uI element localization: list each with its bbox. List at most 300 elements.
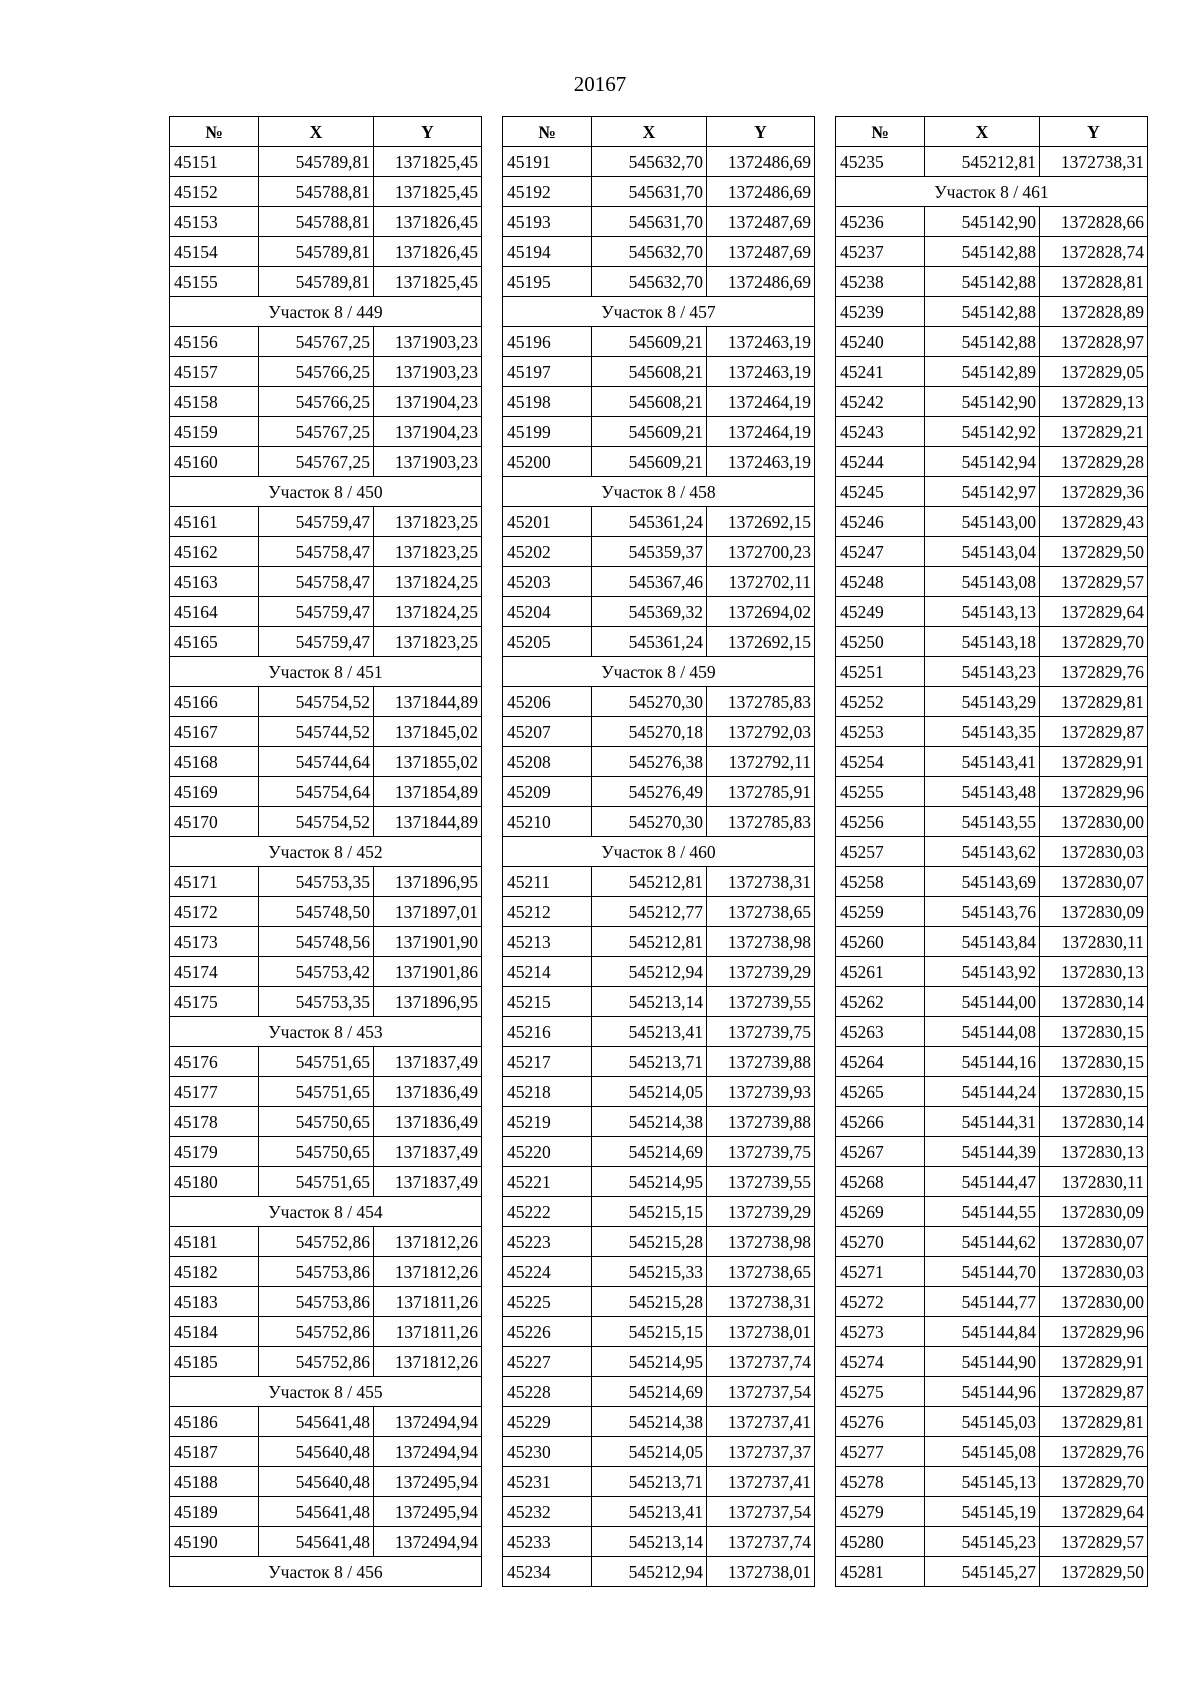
section-label: Участок 8 / 457	[503, 297, 815, 327]
point-number-cell: 45277	[836, 1437, 925, 1467]
point-number-cell: 45243	[836, 417, 925, 447]
x-coordinate-cell: 545750,65	[259, 1107, 374, 1137]
y-coordinate-cell: 1372738,01	[707, 1317, 815, 1347]
table-row	[503, 207, 815, 237]
x-coordinate-cell: 545270,18	[592, 717, 707, 747]
table-row	[503, 897, 815, 927]
x-coordinate-cell: 545213,14	[592, 987, 707, 1017]
y-coordinate-cell: 1372692,15	[707, 627, 815, 657]
table-row	[170, 867, 482, 897]
y-coordinate-cell: 1371844,89	[374, 807, 482, 837]
table-row	[170, 987, 482, 1017]
table-row	[503, 1017, 815, 1047]
y-coordinate-cell: 1371826,45	[374, 207, 482, 237]
point-number-cell: 45252	[836, 687, 925, 717]
table-row	[836, 1227, 1148, 1257]
x-coordinate-cell: 545214,95	[592, 1347, 707, 1377]
table-row	[836, 1377, 1148, 1407]
point-number-cell: 45204	[503, 597, 592, 627]
x-coordinate-cell: 545143,48	[925, 777, 1040, 807]
point-number-cell: 45202	[503, 537, 592, 567]
table-row	[503, 177, 815, 207]
point-number-cell: 45168	[170, 747, 259, 777]
point-number-cell: 45253	[836, 717, 925, 747]
y-coordinate-cell: 1371837,49	[374, 1137, 482, 1167]
y-coordinate-cell: 1371903,23	[374, 447, 482, 477]
y-coordinate-cell: 1372829,87	[1040, 1377, 1148, 1407]
point-number-cell: 45180	[170, 1167, 259, 1197]
x-coordinate-cell: 545632,70	[592, 237, 707, 267]
point-number-cell: 45259	[836, 897, 925, 927]
table-row	[503, 387, 815, 417]
point-number-cell: 45194	[503, 237, 592, 267]
x-coordinate-cell: 545270,30	[592, 807, 707, 837]
table-row	[836, 1317, 1148, 1347]
x-coordinate-cell: 545788,81	[259, 177, 374, 207]
point-number-cell: 45280	[836, 1527, 925, 1557]
x-coordinate-cell: 545142,97	[925, 477, 1040, 507]
point-number-cell: 45225	[503, 1287, 592, 1317]
section-label: Участок 8 / 450	[170, 477, 482, 507]
table-row	[836, 987, 1148, 1017]
x-coordinate-cell: 545145,03	[925, 1407, 1040, 1437]
table-row	[836, 717, 1148, 747]
x-coordinate-cell: 545145,19	[925, 1497, 1040, 1527]
y-coordinate-cell: 1372739,29	[707, 957, 815, 987]
x-coordinate-cell: 545608,21	[592, 357, 707, 387]
point-number-cell: 45234	[503, 1557, 592, 1587]
table-row	[836, 207, 1148, 237]
table-row	[836, 357, 1148, 387]
point-number-cell: 45244	[836, 447, 925, 477]
point-number-cell: 45255	[836, 777, 925, 807]
y-coordinate-cell: 1372702,11	[707, 567, 815, 597]
point-number-cell: 45213	[503, 927, 592, 957]
table-row	[836, 1257, 1148, 1287]
x-coordinate-cell: 545632,70	[592, 267, 707, 297]
x-coordinate-cell: 545142,90	[925, 207, 1040, 237]
point-number-cell: 45160	[170, 447, 259, 477]
table-row	[836, 657, 1148, 687]
point-number-cell: 45164	[170, 597, 259, 627]
y-coordinate-cell: 1372830,00	[1040, 1287, 1148, 1317]
y-coordinate-cell: 1371837,49	[374, 1167, 482, 1197]
header-y: Y	[374, 117, 482, 147]
x-coordinate-cell: 545212,81	[925, 147, 1040, 177]
section-label: Участок 8 / 456	[170, 1557, 482, 1587]
y-coordinate-cell: 1372830,15	[1040, 1047, 1148, 1077]
y-coordinate-cell: 1371812,26	[374, 1227, 482, 1257]
point-number-cell: 45239	[836, 297, 925, 327]
table-row	[836, 927, 1148, 957]
y-coordinate-cell: 1371812,26	[374, 1347, 482, 1377]
table-row	[503, 357, 815, 387]
table-row	[836, 807, 1148, 837]
table-row	[836, 297, 1148, 327]
y-coordinate-cell: 1372694,02	[707, 597, 815, 627]
table-row	[503, 1287, 815, 1317]
x-coordinate-cell: 545214,95	[592, 1167, 707, 1197]
table-row	[503, 267, 815, 297]
table-row	[503, 1347, 815, 1377]
y-coordinate-cell: 1372738,98	[707, 1227, 815, 1257]
table-row	[170, 177, 482, 207]
y-coordinate-cell: 1372463,19	[707, 447, 815, 477]
table-row	[170, 207, 482, 237]
x-coordinate-cell: 545143,55	[925, 807, 1040, 837]
point-number-cell: 45211	[503, 867, 592, 897]
y-coordinate-cell: 1372792,11	[707, 747, 815, 777]
x-coordinate-cell: 545212,94	[592, 1557, 707, 1587]
y-coordinate-cell: 1372494,94	[374, 1437, 482, 1467]
coordinates-table-1	[169, 116, 482, 1587]
y-coordinate-cell: 1372785,91	[707, 777, 815, 807]
x-coordinate-cell: 545632,70	[592, 147, 707, 177]
x-coordinate-cell: 545609,21	[592, 447, 707, 477]
section-row	[170, 477, 482, 507]
point-number-cell: 45199	[503, 417, 592, 447]
table-row	[836, 597, 1148, 627]
point-number-cell: 45271	[836, 1257, 925, 1287]
y-coordinate-cell: 1372739,88	[707, 1107, 815, 1137]
table-row	[170, 927, 482, 957]
point-number-cell: 45206	[503, 687, 592, 717]
section-label: Участок 8 / 459	[503, 657, 815, 687]
y-coordinate-cell: 1372737,41	[707, 1407, 815, 1437]
y-coordinate-cell: 1371837,49	[374, 1047, 482, 1077]
point-number-cell: 45151	[170, 147, 259, 177]
y-coordinate-cell: 1371897,01	[374, 897, 482, 927]
x-coordinate-cell: 545748,56	[259, 927, 374, 957]
point-number-cell: 45237	[836, 237, 925, 267]
x-coordinate-cell: 545144,47	[925, 1167, 1040, 1197]
point-number-cell: 45256	[836, 807, 925, 837]
y-coordinate-cell: 1372487,69	[707, 237, 815, 267]
x-coordinate-cell: 545744,64	[259, 747, 374, 777]
table-row	[836, 1077, 1148, 1107]
x-coordinate-cell: 545640,48	[259, 1437, 374, 1467]
y-coordinate-cell: 1372829,87	[1040, 717, 1148, 747]
x-coordinate-cell: 545212,94	[592, 957, 707, 987]
y-coordinate-cell: 1372738,31	[707, 1287, 815, 1317]
y-coordinate-cell: 1372830,15	[1040, 1077, 1148, 1107]
point-number-cell: 45184	[170, 1317, 259, 1347]
x-coordinate-cell: 545144,90	[925, 1347, 1040, 1377]
x-coordinate-cell: 545144,31	[925, 1107, 1040, 1137]
section-row	[170, 1377, 482, 1407]
section-row	[170, 1017, 482, 1047]
y-coordinate-cell: 1372829,13	[1040, 387, 1148, 417]
y-coordinate-cell: 1372830,09	[1040, 897, 1148, 927]
x-coordinate-cell: 545754,52	[259, 687, 374, 717]
x-coordinate-cell: 545641,48	[259, 1497, 374, 1527]
point-number-cell: 45212	[503, 897, 592, 927]
x-coordinate-cell: 545143,00	[925, 507, 1040, 537]
point-number-cell: 45205	[503, 627, 592, 657]
y-coordinate-cell: 1371845,02	[374, 717, 482, 747]
y-coordinate-cell: 1372830,14	[1040, 987, 1148, 1017]
y-coordinate-cell: 1372829,28	[1040, 447, 1148, 477]
table-row	[170, 237, 482, 267]
point-number-cell: 45167	[170, 717, 259, 747]
x-coordinate-cell: 545144,70	[925, 1257, 1040, 1287]
x-coordinate-cell: 545752,86	[259, 1227, 374, 1257]
y-coordinate-cell: 1372829,50	[1040, 1557, 1148, 1587]
point-number-cell: 45226	[503, 1317, 592, 1347]
table-row	[503, 1227, 815, 1257]
point-number-cell: 45229	[503, 1407, 592, 1437]
point-number-cell: 45251	[836, 657, 925, 687]
table-row	[503, 1317, 815, 1347]
x-coordinate-cell: 545276,49	[592, 777, 707, 807]
point-number-cell: 45223	[503, 1227, 592, 1257]
point-number-cell: 45157	[170, 357, 259, 387]
point-number-cell: 45177	[170, 1077, 259, 1107]
point-number-cell: 45220	[503, 1137, 592, 1167]
y-coordinate-cell: 1372828,81	[1040, 267, 1148, 297]
x-coordinate-cell: 545144,55	[925, 1197, 1040, 1227]
table-row	[170, 537, 482, 567]
x-coordinate-cell: 545213,71	[592, 1047, 707, 1077]
x-coordinate-cell: 545753,86	[259, 1257, 374, 1287]
x-coordinate-cell: 545212,77	[592, 897, 707, 927]
point-number-cell: 45227	[503, 1347, 592, 1377]
x-coordinate-cell: 545789,81	[259, 267, 374, 297]
y-coordinate-cell: 1371811,26	[374, 1317, 482, 1347]
table-row	[836, 507, 1148, 537]
y-coordinate-cell: 1372828,89	[1040, 297, 1148, 327]
y-coordinate-cell: 1371826,45	[374, 237, 482, 267]
point-number-cell: 45156	[170, 327, 259, 357]
table-row	[170, 957, 482, 987]
point-number-cell: 45183	[170, 1287, 259, 1317]
y-coordinate-cell: 1372830,13	[1040, 1137, 1148, 1167]
x-coordinate-cell: 545759,47	[259, 627, 374, 657]
y-coordinate-cell: 1372829,57	[1040, 567, 1148, 597]
table-row	[503, 1197, 815, 1227]
x-coordinate-cell: 545753,86	[259, 1287, 374, 1317]
y-coordinate-cell: 1372830,15	[1040, 1017, 1148, 1047]
x-coordinate-cell: 545143,84	[925, 927, 1040, 957]
y-coordinate-cell: 1372739,93	[707, 1077, 815, 1107]
x-coordinate-cell: 545213,41	[592, 1497, 707, 1527]
point-number-cell: 45241	[836, 357, 925, 387]
point-number-cell: 45201	[503, 507, 592, 537]
section-row	[170, 1557, 482, 1587]
point-number-cell: 45272	[836, 1287, 925, 1317]
table-row	[170, 1227, 482, 1257]
x-coordinate-cell: 545143,04	[925, 537, 1040, 567]
table-row	[836, 627, 1148, 657]
table-row	[836, 867, 1148, 897]
point-number-cell: 45278	[836, 1467, 925, 1497]
y-coordinate-cell: 1372828,74	[1040, 237, 1148, 267]
table-row	[836, 567, 1148, 597]
table-row	[503, 1527, 815, 1557]
point-number-cell: 45173	[170, 927, 259, 957]
y-coordinate-cell: 1372486,69	[707, 267, 815, 297]
table-row	[170, 1047, 482, 1077]
point-number-cell: 45275	[836, 1377, 925, 1407]
point-number-cell: 45264	[836, 1047, 925, 1077]
table-row	[836, 1347, 1148, 1377]
point-number-cell: 45279	[836, 1497, 925, 1527]
coordinates-table-3	[835, 116, 1148, 1587]
x-coordinate-cell: 545144,39	[925, 1137, 1040, 1167]
x-coordinate-cell: 545214,38	[592, 1107, 707, 1137]
y-coordinate-cell: 1372829,43	[1040, 507, 1148, 537]
table-row	[170, 807, 482, 837]
y-coordinate-cell: 1371825,45	[374, 177, 482, 207]
x-coordinate-cell: 545214,05	[592, 1077, 707, 1107]
point-number-cell: 45179	[170, 1137, 259, 1167]
table-row	[170, 1257, 482, 1287]
x-coordinate-cell: 545758,47	[259, 567, 374, 597]
point-number-cell: 45218	[503, 1077, 592, 1107]
point-number-cell: 45247	[836, 537, 925, 567]
table-row	[836, 1527, 1148, 1557]
x-coordinate-cell: 545143,69	[925, 867, 1040, 897]
point-number-cell: 45215	[503, 987, 592, 1017]
point-number-cell: 45263	[836, 1017, 925, 1047]
y-coordinate-cell: 1371903,23	[374, 327, 482, 357]
point-number-cell: 45273	[836, 1317, 925, 1347]
table-row	[170, 1107, 482, 1137]
section-row	[170, 837, 482, 867]
point-number-cell: 45231	[503, 1467, 592, 1497]
table-row	[503, 567, 815, 597]
y-coordinate-cell: 1372494,94	[374, 1407, 482, 1437]
header-number: №	[503, 117, 592, 147]
table-row	[503, 957, 815, 987]
table-row	[503, 417, 815, 447]
section-row	[503, 657, 815, 687]
x-coordinate-cell: 545215,33	[592, 1257, 707, 1287]
table-row	[170, 687, 482, 717]
x-coordinate-cell: 545767,25	[259, 327, 374, 357]
y-coordinate-cell: 1372830,07	[1040, 867, 1148, 897]
x-coordinate-cell: 545143,08	[925, 567, 1040, 597]
point-number-cell: 45209	[503, 777, 592, 807]
point-number-cell: 45274	[836, 1347, 925, 1377]
x-coordinate-cell: 545214,38	[592, 1407, 707, 1437]
point-number-cell: 45221	[503, 1167, 592, 1197]
table-row	[170, 327, 482, 357]
y-coordinate-cell: 1371812,26	[374, 1257, 482, 1287]
x-coordinate-cell: 545789,81	[259, 147, 374, 177]
point-number-cell: 45214	[503, 957, 592, 987]
point-number-cell: 45249	[836, 597, 925, 627]
x-coordinate-cell: 545145,13	[925, 1467, 1040, 1497]
y-coordinate-cell: 1372738,31	[707, 867, 815, 897]
table-row	[170, 747, 482, 777]
y-coordinate-cell: 1372739,75	[707, 1137, 815, 1167]
point-number-cell: 45193	[503, 207, 592, 237]
table-row	[503, 237, 815, 267]
x-coordinate-cell: 545748,50	[259, 897, 374, 927]
x-coordinate-cell: 545144,16	[925, 1047, 1040, 1077]
table-row	[503, 507, 815, 537]
table-row	[503, 1137, 815, 1167]
point-number-cell: 45166	[170, 687, 259, 717]
point-number-cell: 45261	[836, 957, 925, 987]
x-coordinate-cell: 545767,25	[259, 417, 374, 447]
y-coordinate-cell: 1372830,03	[1040, 1257, 1148, 1287]
x-coordinate-cell: 545213,14	[592, 1527, 707, 1557]
x-coordinate-cell: 545270,30	[592, 687, 707, 717]
x-coordinate-cell: 545212,81	[592, 867, 707, 897]
point-number-cell: 45236	[836, 207, 925, 237]
point-number-cell: 45200	[503, 447, 592, 477]
x-coordinate-cell: 545143,18	[925, 627, 1040, 657]
y-coordinate-cell: 1372464,19	[707, 417, 815, 447]
point-number-cell: 45210	[503, 807, 592, 837]
y-coordinate-cell: 1372830,07	[1040, 1227, 1148, 1257]
table-row	[170, 387, 482, 417]
point-number-cell: 45196	[503, 327, 592, 357]
table-row	[170, 1077, 482, 1107]
y-coordinate-cell: 1372739,29	[707, 1197, 815, 1227]
x-coordinate-cell: 545361,24	[592, 507, 707, 537]
x-coordinate-cell: 545143,92	[925, 957, 1040, 987]
x-coordinate-cell: 545759,47	[259, 507, 374, 537]
header-number: №	[170, 117, 259, 147]
table-row	[170, 447, 482, 477]
y-coordinate-cell: 1371823,25	[374, 627, 482, 657]
x-coordinate-cell: 545142,88	[925, 267, 1040, 297]
point-number-cell: 45281	[836, 1557, 925, 1587]
x-coordinate-cell: 545145,08	[925, 1437, 1040, 1467]
x-coordinate-cell: 545143,76	[925, 897, 1040, 927]
x-coordinate-cell: 545759,47	[259, 597, 374, 627]
point-number-cell: 45254	[836, 747, 925, 777]
y-coordinate-cell: 1372829,76	[1040, 1437, 1148, 1467]
y-coordinate-cell: 1372495,94	[374, 1497, 482, 1527]
y-coordinate-cell: 1372692,15	[707, 507, 815, 537]
y-coordinate-cell: 1372737,54	[707, 1377, 815, 1407]
x-coordinate-cell: 545143,41	[925, 747, 1040, 777]
point-number-cell: 45169	[170, 777, 259, 807]
y-coordinate-cell: 1371836,49	[374, 1107, 482, 1137]
y-coordinate-cell: 1372829,64	[1040, 1497, 1148, 1527]
y-coordinate-cell: 1372737,74	[707, 1527, 815, 1557]
table-row	[836, 1437, 1148, 1467]
table-row	[503, 807, 815, 837]
y-coordinate-cell: 1372829,81	[1040, 1407, 1148, 1437]
point-number-cell: 45153	[170, 207, 259, 237]
y-coordinate-cell: 1372829,05	[1040, 357, 1148, 387]
y-coordinate-cell: 1371904,23	[374, 417, 482, 447]
x-coordinate-cell: 545752,86	[259, 1347, 374, 1377]
table-row	[503, 1377, 815, 1407]
section-row	[170, 657, 482, 687]
point-number-cell: 45192	[503, 177, 592, 207]
point-number-cell: 45170	[170, 807, 259, 837]
section-label: Участок 8 / 453	[170, 1017, 482, 1047]
point-number-cell: 45207	[503, 717, 592, 747]
point-number-cell: 45242	[836, 387, 925, 417]
point-number-cell: 45195	[503, 267, 592, 297]
y-coordinate-cell: 1372785,83	[707, 807, 815, 837]
y-coordinate-cell: 1372828,97	[1040, 327, 1148, 357]
x-coordinate-cell: 545752,86	[259, 1317, 374, 1347]
y-coordinate-cell: 1372486,69	[707, 177, 815, 207]
y-coordinate-cell: 1372739,75	[707, 1017, 815, 1047]
section-label: Участок 8 / 451	[170, 657, 482, 687]
y-coordinate-cell: 1372739,55	[707, 1167, 815, 1197]
y-coordinate-cell: 1372495,94	[374, 1467, 482, 1497]
table-row	[503, 537, 815, 567]
